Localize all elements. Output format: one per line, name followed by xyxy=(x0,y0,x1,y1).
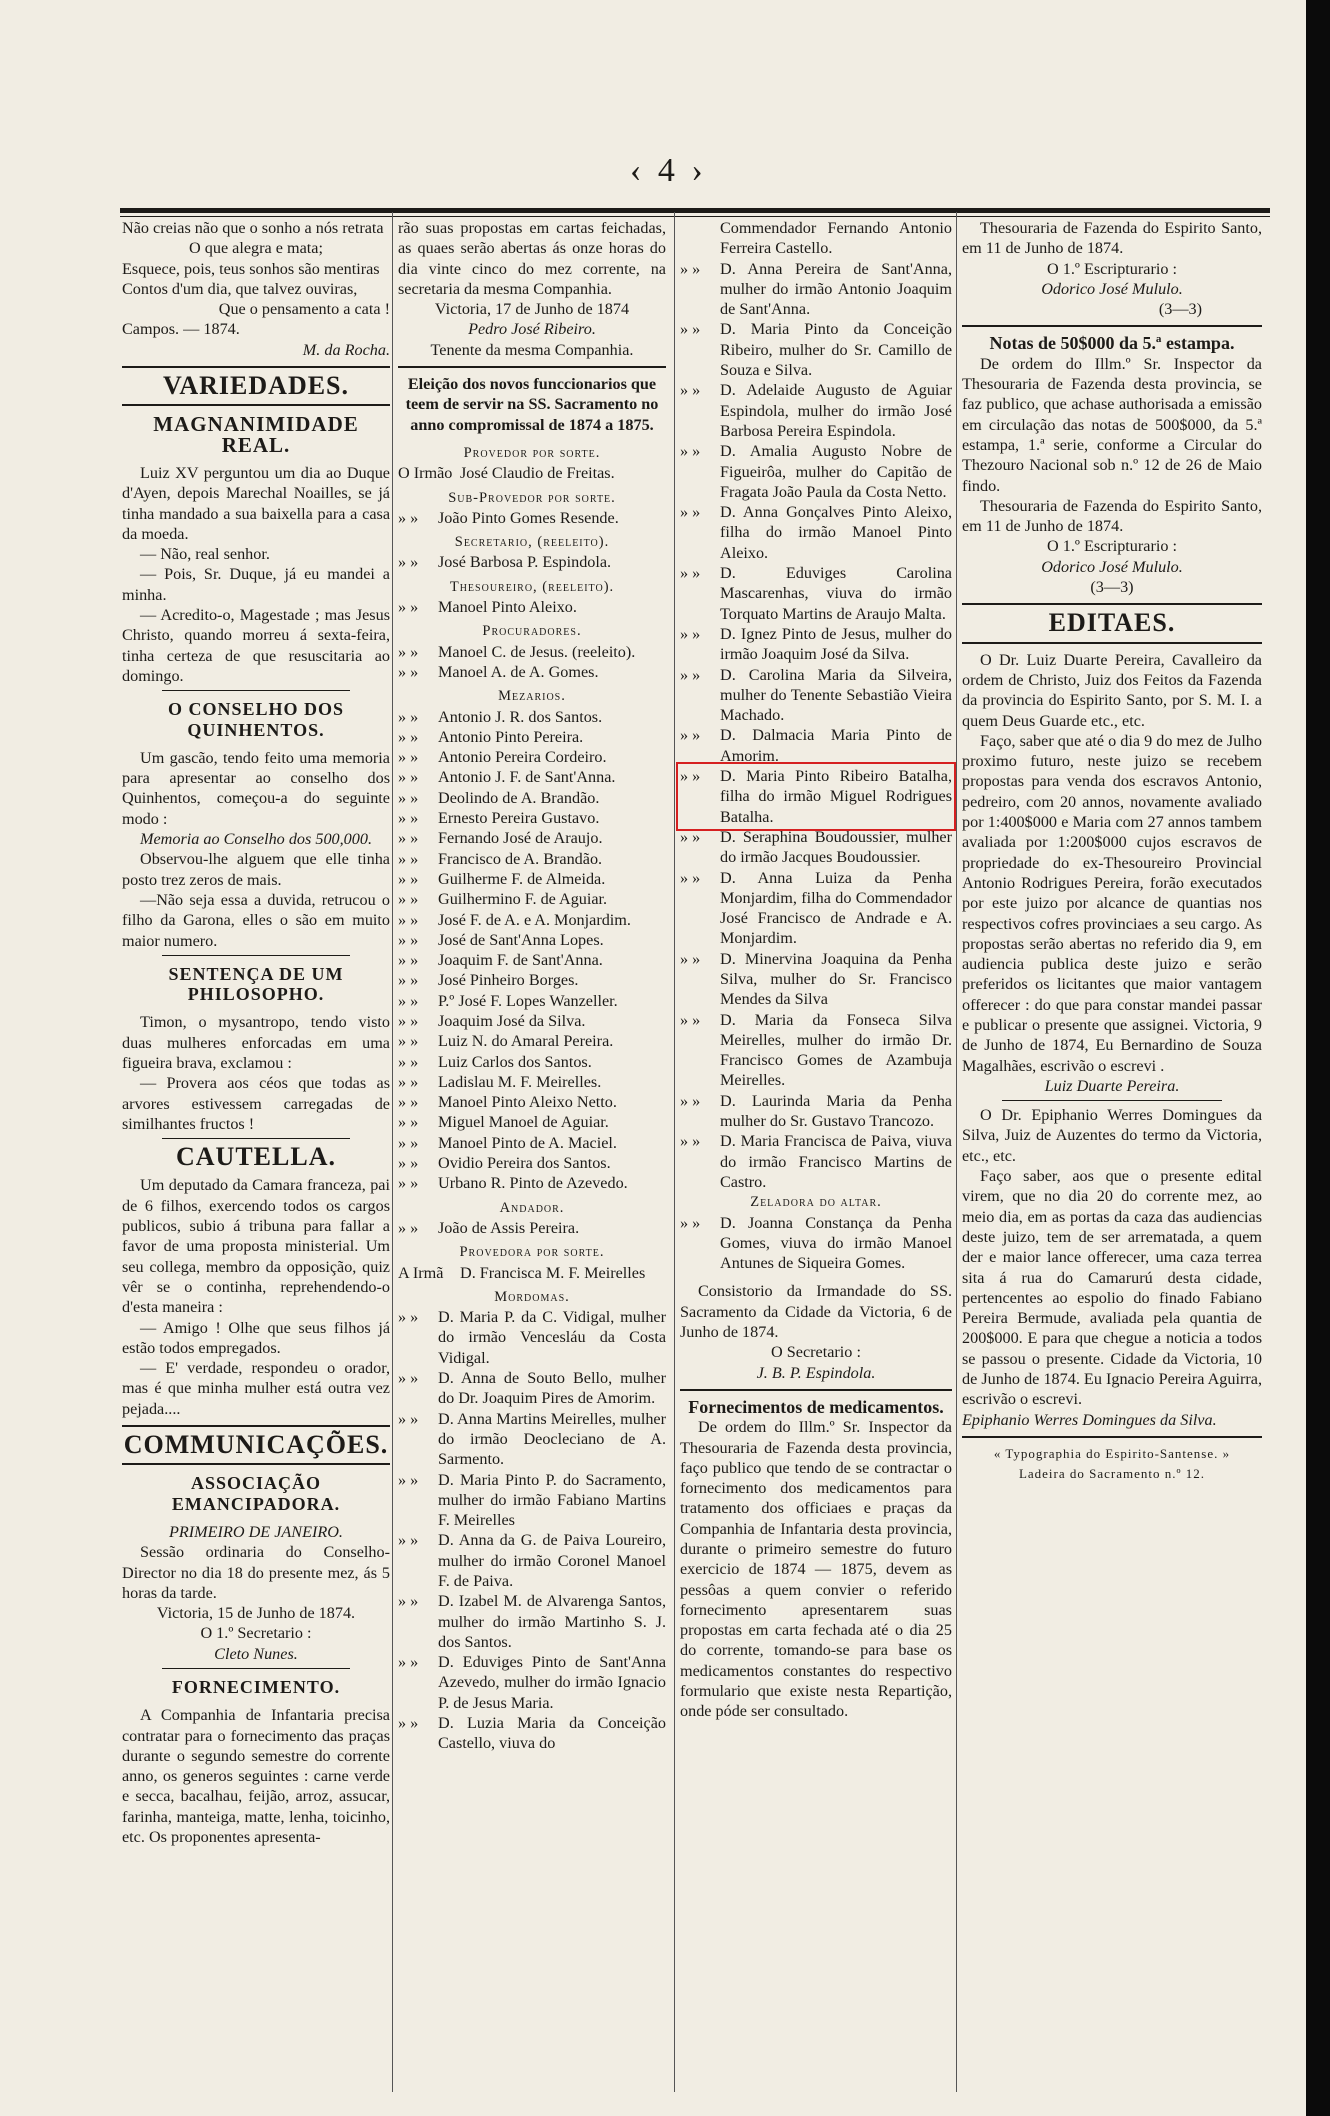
list-item xyxy=(398,552,666,572)
ditto-mark: » » xyxy=(398,829,419,848)
list-item xyxy=(398,1052,666,1072)
list-item-text: D. Ignez Pinto de Jesus, mulher do irmão Joaquim José da Silva. xyxy=(720,624,952,664)
column-divider xyxy=(392,212,393,2092)
ditto-mark: » » xyxy=(398,1470,419,1489)
list-item xyxy=(398,597,666,617)
ditto-mark: » » xyxy=(398,1653,419,1672)
list-item xyxy=(398,849,666,869)
ditto-mark: » » xyxy=(680,1213,701,1232)
signer-role: O 1.º Escripturario : xyxy=(1047,537,1177,556)
poem-line: O que alegra e mata; xyxy=(189,239,323,258)
divider xyxy=(122,1425,390,1427)
ditto-mark: » » xyxy=(398,869,419,888)
article-title: Eleição dos novos funccionarios que teem de servir na SS. Sacramento no anno compromissal de 1874 a 1875. xyxy=(405,375,659,434)
ditto-mark: » » xyxy=(398,598,419,617)
list-item-text: Francisco de A. Brandão. xyxy=(438,849,603,868)
list-item-text: João Pinto Gomes Resende. xyxy=(438,508,619,527)
ditto-mark: » » xyxy=(680,949,701,968)
paragraph: — Pois, Sr. Duque, já eu mandei a minha. xyxy=(122,565,390,604)
ditto-mark: » » xyxy=(398,1032,419,1051)
list-item-text: João de Assis Pereira. xyxy=(438,1218,580,1237)
column-2 xyxy=(398,218,666,1758)
list-item xyxy=(398,788,666,808)
list-item xyxy=(398,1713,666,1754)
divider xyxy=(398,366,666,368)
ditto-mark: » » xyxy=(398,748,419,767)
ditto-mark: » » xyxy=(398,642,419,661)
section-title: EDITAES. xyxy=(1048,608,1176,638)
scan-edge xyxy=(1306,0,1318,2116)
ditto-mark: » » xyxy=(398,553,419,572)
list-item xyxy=(680,624,952,665)
list-item xyxy=(680,259,952,320)
paragraph: rão suas propostas em cartas feichadas, as quaes serão abertas ás onze horas do dia vinte cinco do mez corrente, na secretaria da mesma Companhia. xyxy=(398,219,666,298)
list-item xyxy=(680,1131,952,1192)
signer-role: Tenente da mesma Companhia. xyxy=(430,340,634,359)
section-title: COMMUNICAÇÕES. xyxy=(123,1430,389,1460)
list-item-text: Ovidio Pereira dos Santos. xyxy=(438,1154,611,1173)
list-item-text: José Claudio de Freitas. xyxy=(460,464,615,483)
divider xyxy=(962,603,1262,605)
list-item-text: Antonio Pereira Cordeiro. xyxy=(438,748,607,767)
list-item-text: Guilherme F. de Almeida. xyxy=(438,869,606,888)
signature: Pedro José Ribeiro. xyxy=(468,320,596,339)
list-item-text: Guilhermino F. de Aguiar. xyxy=(438,890,608,909)
list-item-text: José de Sant'Anna Lopes. xyxy=(438,930,604,949)
article-title: Notas de 50$000 da 5.ª estampa. xyxy=(989,333,1235,354)
list-item-text: D. Luzia Maria da Conceição Castello, viuva do xyxy=(438,1714,666,1753)
article-subtitle: PRIMEIRO DE JANEIRO. xyxy=(169,1522,343,1541)
list-item xyxy=(398,1409,666,1470)
election-list xyxy=(398,443,666,1758)
top-rule xyxy=(120,208,1270,213)
paragraph: De ordem do Illm.º Sr. Inspector da Thesouraria de Fazenda desta provincia, faço publico que tendo de se contractar o fornecimento dos medicamentos para tratamento dos officiaes e praças da Companhia de Infantaria desta provincia, durante o primeiro semestre do futuro exercicio de 1874 — 1875, devem as pessôas a quem convier o referido fornecimento apresentarem suas propostas em carta fechada até o dia 25 do corrente, tomando-se para base os medicamentos constantes do respectivo formulario que existe nesta Repartição, onde póde ser consultado. xyxy=(680,1418,952,1721)
list-item xyxy=(680,725,952,766)
list-item xyxy=(680,319,952,380)
ditto-mark: O Irmão xyxy=(398,464,453,483)
ditto-mark: » » xyxy=(398,1072,419,1091)
list-item xyxy=(398,1470,666,1531)
article-title: Fornecimentos de medicamentos. xyxy=(688,1396,944,1417)
divider xyxy=(162,1138,350,1139)
divider xyxy=(162,690,350,691)
list-item-text: Joaquim José da Silva. xyxy=(438,1011,586,1030)
list-item-text: D. Anna Gonçalves Pinto Aleixo, filha do irmão Manoel Pinto Aleixo. xyxy=(720,503,952,562)
list-item xyxy=(398,1218,666,1238)
ditto-mark: » » xyxy=(680,442,701,461)
list-item xyxy=(680,949,952,1010)
ditto-mark: » » xyxy=(398,707,419,726)
list-heading: Thesoureiro, (reeleito). xyxy=(449,578,615,595)
article-title: SENTENÇA DE UM PHILOSOPHO. xyxy=(168,963,344,1005)
list-item xyxy=(680,218,952,259)
ditto-mark: » » xyxy=(398,1308,419,1327)
signer-role: O 1.º Secretario : xyxy=(200,1624,312,1643)
ditto-mark: » » xyxy=(398,788,419,807)
list-item xyxy=(680,868,952,949)
paragraph: Faço saber, aos que o presente edital virem, que no dia 20 do corrente mez, ao meio dia, em as portas da caza das audiencias deste juizo, tem de ser arrematada, a quem der e maior lance offerecer, uma caza terrea sita á rua do Camarurú desta cidade, pertencentes ao espolio do finado Fabiano Pereira Bermude, avaliada pela quantia de 200$000. E para que chegue a noticia a todos se passou o presente. Cidade da Victoria, 10 de Junho de 1874. Eu Ignacio Pereira Aguirra, escrivão o escrevi. xyxy=(962,1167,1262,1409)
list-item-text: D. Dalmacia Maria Pinto de Amorim. xyxy=(720,726,952,765)
divider xyxy=(122,1463,390,1465)
list-item xyxy=(398,1011,666,1031)
signature: J. B. P. Espindola. xyxy=(756,1363,876,1382)
list-heading: Provedora por sorte. xyxy=(459,1244,605,1261)
paragraph: Timon, o mysantropo, tendo visto duas mulheres enforcadas em uma figueira brava, exclamou : xyxy=(122,1013,390,1072)
ditto-mark: » » xyxy=(680,624,701,643)
signer-role: O Secretario : xyxy=(771,1343,861,1362)
list-item xyxy=(398,727,666,747)
list-item xyxy=(398,1153,666,1173)
list-item-text: D. Anna Martins Meirelles, mulher do irmão Deocleciano de A. Sarmento. xyxy=(438,1409,666,1469)
paragraph: Um gascão, tendo feito uma memoria para apresentar ao conselho dos Quinhentos, começou-a do seguinte modo : xyxy=(122,748,390,828)
list-item-text: D. Maria da Fonseca Silva Meirelles, mulher do irmão Dr. Francisco Gomes de Azambuja Meirelles. xyxy=(720,1010,952,1090)
signature: Luiz Duarte Pereira. xyxy=(1044,1076,1180,1095)
list-item-text: José Barbosa P. Espindola. xyxy=(438,553,612,572)
list-item xyxy=(680,502,952,563)
printer-imprint: « Typographia do Espirito-Santense. » xyxy=(993,1445,1231,1461)
list-item xyxy=(398,1307,666,1368)
notice-number: (3—3) xyxy=(1158,300,1202,319)
list-item-text: D. Maria Pinto Ribeiro Batalha, filha do irmão Miguel Rodrigues Batalha. xyxy=(720,767,952,826)
ditto-mark: » » xyxy=(398,930,419,949)
ditto-mark: » » xyxy=(398,662,419,681)
ditto-mark: » » xyxy=(398,910,419,929)
ditto-mark: » » xyxy=(398,1592,419,1611)
list-item-text: Antonio J. F. de Sant'Anna. xyxy=(438,768,616,787)
list-item xyxy=(398,970,666,990)
list-item xyxy=(398,767,666,787)
place-date: Thesouraria de Fazenda do Espirito Santo, em 11 de Junho de 1874. xyxy=(962,219,1262,258)
ditto-mark: » » xyxy=(398,1174,419,1193)
list-item xyxy=(398,1112,666,1132)
list-item-text: Ladislau M. F. Meirelles. xyxy=(438,1072,602,1091)
ditto-mark: » » xyxy=(398,1531,419,1550)
list-item-text: D. Izabel M. de Alvarenga Santos, mulher do irmão Martinho S. J. dos Santos. xyxy=(438,1592,666,1651)
place-date: Thesouraria de Fazenda do Espirito Santo, em 11 de Junho de 1874. xyxy=(962,496,1262,536)
ditto-mark: » » xyxy=(398,727,419,746)
ditto-mark: » » xyxy=(398,1052,419,1071)
list-item-text: Urbano R. Pinto de Azevedo. xyxy=(438,1174,628,1193)
ditto-mark: » » xyxy=(398,1133,419,1152)
list-item xyxy=(398,1173,666,1193)
paragraph: Sessão ordinaria do Conselho-Director no dia 18 do presente mez, ás 5 horas da tarde. xyxy=(122,1543,390,1602)
paragraph: Observou-lhe alguem que elle tinha posto trez zeros de mais. xyxy=(122,850,390,889)
list-item xyxy=(398,1368,666,1409)
list-item-text: D. Maria Pinto da Conceição Ribeiro, mulher do Sr. Camillo de Souza e Silva. xyxy=(720,320,952,380)
paragraph: — E' verdade, respondeu o orador, mas é que minha mulher está outra vez pejada.... xyxy=(122,1359,390,1418)
poem-author: M. da Rocha. xyxy=(302,340,390,359)
signature: Odorico José Mululo. xyxy=(1041,279,1183,298)
list-item xyxy=(398,869,666,889)
ditto-mark: » » xyxy=(398,1369,419,1388)
list-item-text: Miguel Manoel de Aguiar. xyxy=(438,1113,609,1132)
list-item-text: Commendador Fernando Antonio Ferreira Castello. xyxy=(720,219,952,258)
list-item-text: José F. de A. e A. Monjardim. xyxy=(438,910,631,929)
top-rule-thin xyxy=(120,216,1270,217)
list-item-text: Luiz Carlos dos Santos. xyxy=(438,1052,592,1071)
edital-intro: O Dr. Luiz Duarte Pereira, Cavalleiro da ordem de Christo, Juiz dos Feitos da Fazenda da provincia do Espirito Santo, por S. M. I. a quem Deus Guarde etc., etc. xyxy=(962,650,1262,730)
ditto-mark: » » xyxy=(680,767,701,786)
highlighted-list-item xyxy=(680,766,952,827)
list-item-text: Manoel C. de Jesus. (reeleito). xyxy=(438,642,636,661)
divider xyxy=(162,1668,350,1669)
list-item xyxy=(680,1213,952,1274)
list-item xyxy=(398,1263,666,1283)
poem-line: Não creias não que o sonho a nós retrata xyxy=(122,219,384,237)
list-item-text: D. Anna Luiza da Penha Monjardim, filha do Commendador José Francisco de Andrade e A. Monjardim. xyxy=(720,868,952,948)
ditto-mark: » » xyxy=(398,991,419,1010)
list-item-text: P.º José F. Lopes Wanzeller. xyxy=(438,991,618,1010)
ditto-mark: » » xyxy=(680,726,701,745)
signature: Cleto Nunes. xyxy=(214,1644,298,1663)
section-title: VARIEDADES. xyxy=(162,371,350,401)
ditto-mark: » » xyxy=(680,665,701,684)
list-item xyxy=(398,508,666,528)
list-item xyxy=(398,1092,666,1112)
paragraph: Memoria ao Conselho dos 500,000. xyxy=(140,830,373,849)
column-3 xyxy=(680,218,952,1722)
article-title: ASSOCIAÇÃO EMANCIPADORA. xyxy=(171,1473,341,1514)
paragraph: — Amigo ! Olhe que seus filhos já estão todos empregados. xyxy=(122,1318,390,1357)
list-item-text: José Pinheiro Borges. xyxy=(438,971,579,990)
list-item-text: D. Eduviges Carolina Mascarenhas, viuva do irmão Torquato Martins de Araujo Malta. xyxy=(720,564,952,623)
divider xyxy=(962,1436,1262,1438)
list-item-text: D. Seraphina Boudoussier, mulher do irmão Jacques Boudoussier. xyxy=(720,827,952,867)
list-item xyxy=(398,1031,666,1051)
list-item-text: Luiz N. do Amaral Pereira. xyxy=(438,1032,614,1051)
column-divider xyxy=(956,212,957,2092)
list-item xyxy=(680,441,952,502)
divider xyxy=(962,642,1262,644)
signer-role: O 1.º Escripturario : xyxy=(1047,259,1177,278)
list-item xyxy=(680,827,952,868)
list-item-text: Antonio J. R. dos Santos. xyxy=(438,707,603,726)
list-item xyxy=(680,1091,952,1132)
ditto-mark: A Irmã xyxy=(398,1263,444,1282)
list-heading: Zeladora do altar. xyxy=(750,1194,882,1211)
divider xyxy=(962,325,1262,327)
list-item xyxy=(398,910,666,930)
ditto-mark: » » xyxy=(680,259,701,278)
list-item-text: D. Maria P. da C. Vidigal, mulher do irmão Vencesláu da Costa Vidigal. xyxy=(438,1308,666,1367)
ditto-mark: » » xyxy=(398,1409,419,1428)
list-item xyxy=(398,1133,666,1153)
signature: Odorico José Mululo. xyxy=(1041,557,1183,576)
ditto-mark: » » xyxy=(398,951,419,970)
ditto-mark: » » xyxy=(398,849,419,868)
ditto-mark: » » xyxy=(398,971,419,990)
ditto-mark: » » xyxy=(398,1218,419,1237)
list-item xyxy=(398,991,666,1011)
column-1 xyxy=(122,218,390,1847)
list-item-text: D. Francisca M. F. Meirelles xyxy=(460,1263,646,1282)
list-item-text: D. Laurinda Maria da Penha mulher do Sr. Gustavo Trancozo. xyxy=(720,1091,952,1131)
list-item-text: D. Anna Pereira de Sant'Anna, mulher do irmão Antonio Joaquim de Sant'Anna. xyxy=(720,259,952,319)
list-item-text: Manoel Pinto Aleixo. xyxy=(438,598,577,617)
list-item xyxy=(398,463,666,483)
ditto-mark: » » xyxy=(680,320,701,339)
paragraph: Luiz XV perguntou um dia ao Duque d'Ayen, depois Marechal Noailles, se já tinha mandado a sua baixella para a casa da moeda. xyxy=(122,463,390,543)
poem-line: Esquece, pois, teus sonhos são mentiras xyxy=(122,259,380,278)
list-heading: Mezarios. xyxy=(498,688,566,705)
ditto-mark: » » xyxy=(398,1011,419,1030)
paragraph: De ordem do Illm.º Sr. Inspector da Thesouraria de Fazenda desta provincia, se faz publico, que achase authorisada a emissão em circulação das notas de 500$000, da 5.ª estampa, 1.ª serie, conforme a Circular do Thezouro Nacional sob n.º 12 de 26 de Maio findo. xyxy=(962,354,1262,495)
list-item-text: Fernando José de Araujo. xyxy=(438,829,603,848)
ditto-mark: » » xyxy=(680,564,701,583)
list-heading: Mordomas. xyxy=(494,1288,570,1305)
paragraph: Faço, saber que até o dia 9 do mez de Julho proximo futuro, neste juizo se recebem propostas para venda dos escravos Antonio, pedreiro, com 20 annos, novamente avaliado por 1:400$000 e Maria com 27 annos tambem avaliada por 1:200$000 cujos escravos de propriedade do ex-Thesoureiro Provincial Antonio Rodrigues Pereira, forão executados por este juizo por alcance de quantias nos respectivos cofres provinciaes a seu cargo. As propostas serão abertas no referido dia 9, em audiencia publica deste juizo e serão preferidos os licitantes que maior vantagem offerecer : do que para constar mandei passar e publicar o presente que assignei. Victoria, 9 de Junho de 1874, Eu Bernardino de Souza Magalhães, escrivão o escrevi . xyxy=(962,731,1262,1075)
divider xyxy=(680,1389,952,1391)
article-title: FORNECIMENTO. xyxy=(171,1677,341,1697)
list-item xyxy=(398,808,666,828)
list-item xyxy=(398,642,666,662)
poem-line: Que o pensamento a cata ! xyxy=(218,300,390,319)
list-item-text: Manoel Pinto Aleixo Netto. xyxy=(438,1093,617,1112)
ditto-mark xyxy=(680,218,720,259)
page-number: ‹ 4 › xyxy=(630,152,707,189)
poem xyxy=(122,218,390,360)
list-item xyxy=(398,889,666,909)
list-item xyxy=(680,1010,952,1091)
ditto-mark: » » xyxy=(398,809,419,828)
divider xyxy=(162,955,350,956)
ditto-mark: » » xyxy=(398,768,419,787)
ditto-mark: » » xyxy=(398,1113,419,1132)
list-item-text: Manoel A. de A. Gomes. xyxy=(438,662,599,681)
list-heading: Andador. xyxy=(499,1199,565,1216)
divider xyxy=(122,366,390,368)
ditto-mark: » » xyxy=(680,1010,701,1029)
list-item-text: D. Joanna Constança da Penha Gomes, viuva do irmão Manoel Antunes de Siqueira Gomes. xyxy=(720,1213,952,1273)
list-item xyxy=(398,930,666,950)
ditto-mark: » » xyxy=(680,868,701,887)
divider xyxy=(122,404,390,406)
list-item-text: D. Maria Francisca de Paiva, viuva do irmão Francisco Martins de Castro. xyxy=(720,1132,952,1191)
ditto-mark: » » xyxy=(680,381,701,400)
list-item-text: D. Eduviges Pinto de Sant'Anna Azevedo, mulher do irmão Ignacio P. de Jesus Maria. xyxy=(438,1653,666,1712)
notice-number: (3—3) xyxy=(1090,578,1134,597)
ditto-mark: » » xyxy=(398,1714,419,1733)
ditto-mark: » » xyxy=(680,1091,701,1110)
list-item xyxy=(398,1530,666,1591)
list-heading: Procuradores. xyxy=(482,623,582,640)
list-item xyxy=(398,707,666,727)
printer-address: Ladeira do Sacramento n.º 12. xyxy=(1018,1466,1206,1482)
place-date: Consistorio da Irmandade do SS. Sacramento da Cidade da Victoria, 6 de Junho de 1874. xyxy=(680,1282,952,1342)
list-heading: Sub-Provedor por sorte. xyxy=(448,489,616,506)
signature: Epiphanio Werres Domingues da Silva. xyxy=(962,1410,1217,1429)
edital-intro: O Dr. Epiphanio Werres Domingues da Silva, Juiz de Auzentes do termo da Victoria, etc., etc. xyxy=(962,1106,1262,1165)
article-title: O CONSELHO DOS QUINHENTOS. xyxy=(167,699,345,740)
divider xyxy=(1002,1100,1222,1101)
list-item xyxy=(680,665,952,726)
ditto-mark: » » xyxy=(398,890,419,909)
list-heading: Provedor por sorte. xyxy=(463,444,601,461)
paragraph: —Não seja essa a duvida, retrucou o filho da Garona, elles o são em muito maior numero. xyxy=(122,890,390,950)
article-title: CAUTELLA. xyxy=(176,1142,336,1172)
list-item xyxy=(398,950,666,970)
list-item-text: Manoel Pinto de A. Maciel. xyxy=(438,1133,617,1152)
column-4 xyxy=(962,218,1262,1485)
list-item xyxy=(398,1591,666,1652)
list-heading: Secretario, (reeleito). xyxy=(454,534,610,551)
paragraph: Um deputado da Camara franceza, pai de 6 filhos, exercendo todos os cargos publicos, subio á tribuna para fallar a favor de uma proposta ministerial. Um seu collega, membro da opposição, quiz vêr se o continha, reprehendendo-o d'esta maneira : xyxy=(122,1176,390,1317)
list-item-text: Ernesto Pereira Gustavo. xyxy=(438,809,600,828)
article-title: MAGNANIMIDADE REAL. xyxy=(153,412,359,457)
ditto-mark: » » xyxy=(680,503,701,522)
ditto-mark: » » xyxy=(680,1132,701,1151)
paragraph: — Não, real senhor. xyxy=(140,545,270,564)
list-item xyxy=(398,662,666,682)
list-item xyxy=(680,563,952,624)
list-item-text: D. Anna da G. de Paiva Loureiro, mulher do irmão Coronel Manoel F. de Paiva. xyxy=(438,1531,666,1590)
list-item xyxy=(398,828,666,848)
list-item-text: D. Amalia Augusto Nobre de Figueirôa, mulher do Capitão de Fragata João Paula da Costa Netto. xyxy=(720,442,952,501)
ditto-mark: » » xyxy=(398,1093,419,1112)
list-item xyxy=(398,747,666,767)
ditto-mark: » » xyxy=(398,508,419,527)
list-item-text: D. Anna de Souto Bello, mulher do Dr. Joaquim Pires de Amorim. xyxy=(438,1369,666,1408)
list-item xyxy=(680,380,952,441)
poem-place-date: Campos. — 1874. xyxy=(122,320,240,339)
list-item xyxy=(398,1652,666,1713)
paragraph: — Acredito-o, Magestade ; mas Jesus Christo, quando morreu á sexta-feira, tinha certeza de que resuscitaria ao domingo. xyxy=(122,606,390,685)
column-divider xyxy=(674,212,675,2092)
ditto-mark: » » xyxy=(680,827,701,846)
list-item-text: Deolindo de A. Brandão. xyxy=(438,788,600,807)
paragraph: A Companhia de Infantaria precisa contratar para o fornecimento das praças durante o segundo semestre do corrente anno, os generos seguintes : carne verde e secca, bacalhau, feijão, arroz, assucar, farinha, manteiga, matte, lenha, toicinho, etc. Os proponentes apresenta- xyxy=(122,1706,390,1847)
list-item xyxy=(398,1072,666,1092)
ditto-mark: » » xyxy=(398,1154,419,1173)
list-item-text: D. Maria Pinto P. do Sacramento, mulher do irmão Fabiano Martins F. Meirelles xyxy=(438,1470,666,1530)
list-item-text: D. Minervina Joaquina da Penha Silva, mulher do Sr. Francisco Mendes da Silva xyxy=(720,949,952,1009)
paragraph: — Provera aos céos que todas as arvores estivessem carregadas de similhantes fructos ! xyxy=(122,1074,390,1133)
mordomas-list xyxy=(680,218,952,1192)
place-date: Victoria, 15 de Junho de 1874. xyxy=(156,1604,356,1623)
list-item-text: D. Adelaide Augusto de Aguiar Espindola, mulher do irmão José Barbosa Pereira Espindola. xyxy=(720,381,952,440)
place-date: Victoria, 17 de Junho de 1874 xyxy=(434,300,630,319)
list-item-text: Antonio Pinto Pereira. xyxy=(438,727,584,746)
poem-line: Contos d'um dia, que talvez ouviras, xyxy=(122,279,358,298)
list-item-text: Joaquim F. de Sant'Anna. xyxy=(438,951,603,970)
list-item-text: D. Carolina Maria da Silveira, mulher do Tenente Sebastião Vieira Machado. xyxy=(720,665,952,725)
